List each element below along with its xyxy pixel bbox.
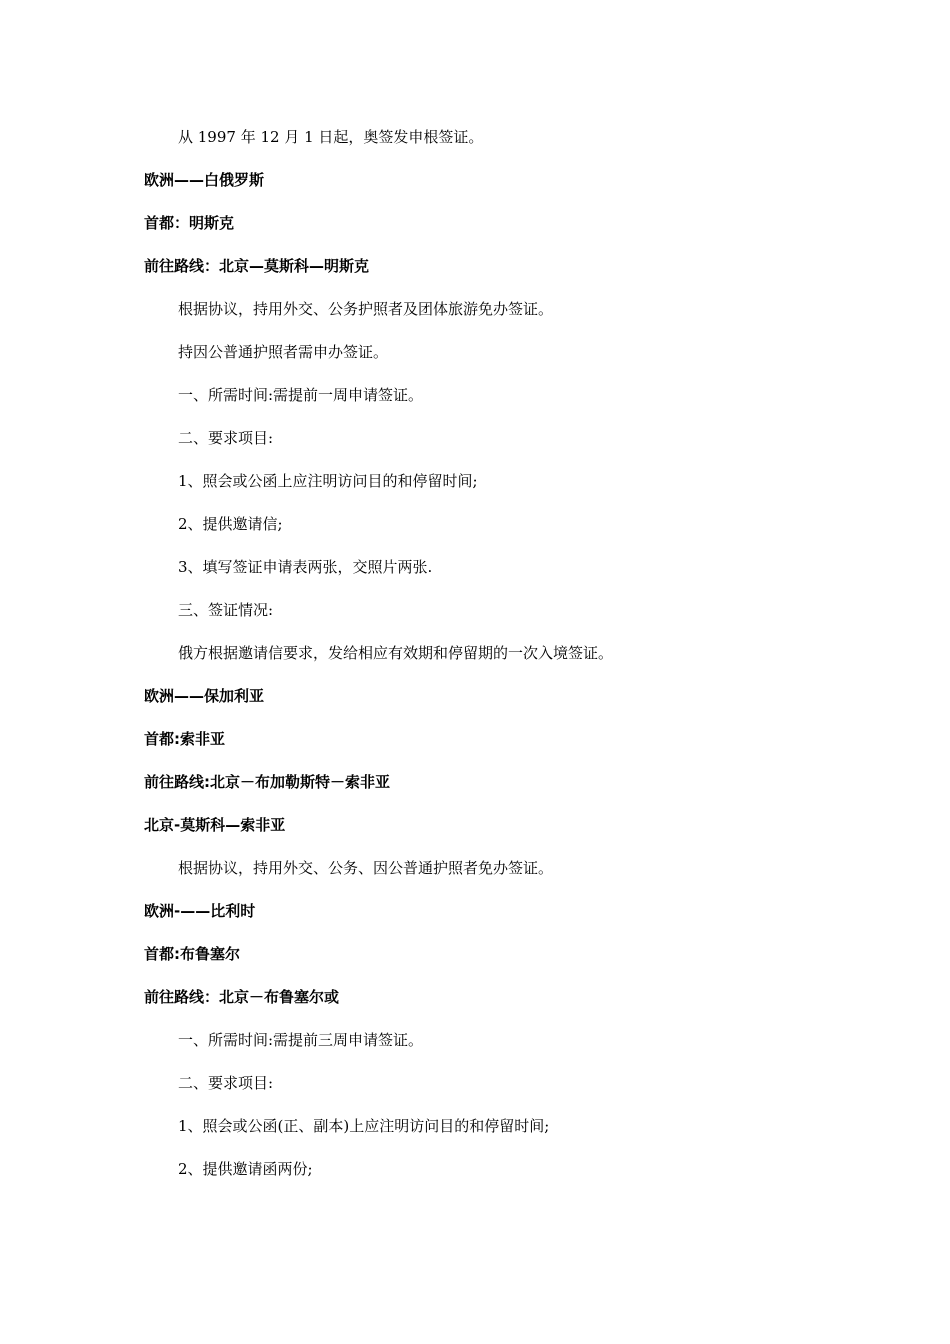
belarus-requirement-3: 3、填写签证申请表两张，交照片两张.	[178, 558, 433, 576]
belgium-requirements-heading: 二、要求项目:	[178, 1074, 274, 1092]
paragraph-schengen-note: 从 1997 年 12 月 1 日起，奥签发申根签证。	[178, 128, 484, 146]
belgium-capital: 首都:布鲁塞尔	[144, 945, 240, 963]
belarus-ordinary-passport: 持因公普通护照者需申办签证。	[178, 343, 389, 361]
bulgaria-visa-exemption: 根据协议，持用外交、公务、因公普通护照者免办签证。	[178, 859, 554, 877]
belarus-visa-status-heading: 三、签证情况:	[178, 601, 274, 619]
belarus-capital: 首都：明斯克	[144, 214, 235, 232]
belgium-requirement-2: 2、提供邀请函两份;	[178, 1160, 313, 1178]
heading-belarus: 欧洲——白俄罗斯	[144, 171, 265, 189]
belarus-visa-exemption: 根据协议，持用外交、公务护照者及团体旅游免办签证。	[178, 300, 554, 318]
heading-bulgaria: 欧洲——保加利亚	[144, 687, 265, 705]
bulgaria-capital: 首都:索非亚	[144, 730, 225, 748]
belgium-requirement-1: 1、照会或公函(正、副本)上应注明访问目的和停留时间;	[178, 1117, 550, 1135]
belarus-route: 前往路线：北京—莫斯科—明斯克	[144, 257, 370, 275]
bulgaria-route-2: 北京-莫斯科—索非亚	[144, 816, 286, 834]
heading-belgium: 欧洲-——比利时	[144, 902, 256, 920]
belarus-requirement-1: 1、照会或公函上应注明访问目的和停留时间;	[178, 472, 478, 490]
belarus-requirement-2: 2、提供邀请信;	[178, 515, 283, 533]
belarus-visa-status: 俄方根据邀请信要求，发给相应有效期和停留期的一次入境签证。	[178, 644, 614, 662]
bulgaria-route-1: 前往路线:北京－布加勒斯特－索非亚	[144, 773, 391, 791]
belgium-route: 前往路线：北京－布鲁塞尔或	[144, 988, 340, 1006]
belgium-required-time: 一、所需时间:需提前三周申请签证。	[178, 1031, 424, 1049]
belarus-required-time: 一、所需时间:需提前一周申请签证。	[178, 386, 424, 404]
belarus-requirements-heading: 二、要求项目:	[178, 429, 274, 447]
